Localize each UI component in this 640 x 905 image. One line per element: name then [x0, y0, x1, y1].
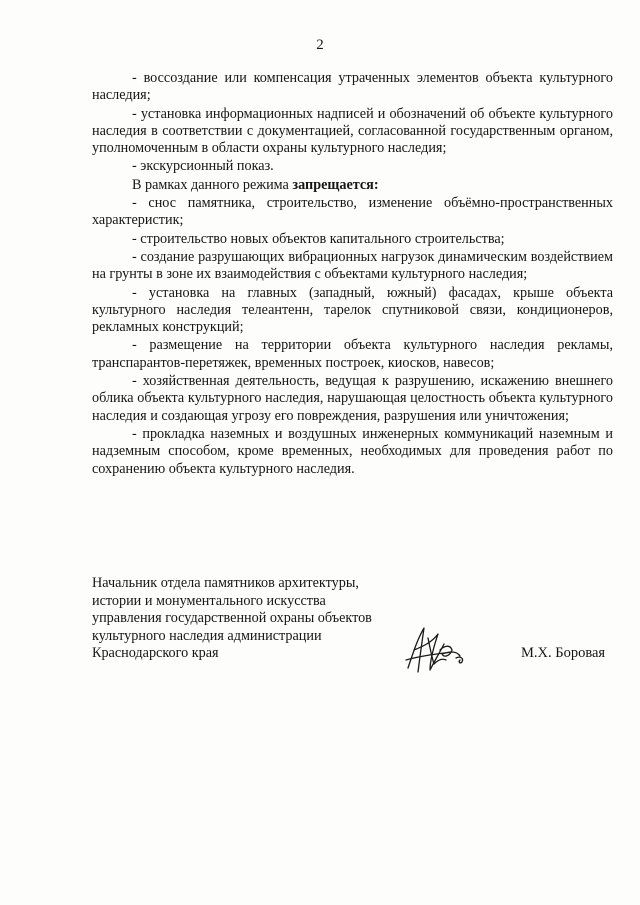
- page-number: 2: [316, 37, 324, 53]
- permitted-item: - установка информационных надписей и обозначений об объекте культурного наследия в соответствии с документацией, согласованной государственным органом, уполномоченным в области охраны культурного наследия;: [92, 105, 613, 157]
- permitted-item: - экскурсионный показ.: [132, 158, 274, 175]
- regime-heading: [92, 177, 613, 194]
- prohibited-item: - снос памятника, строительство, изменение объёмно-пространственных характеристик;: [92, 195, 613, 229]
- signatory-title-line: Начальник отдела памятников архитектуры,: [92, 575, 359, 591]
- document-body: [92, 70, 613, 478]
- prohibited-item: - хозяйственная деятельность, ведущая к разрушению, искажению внешнего облика объекта культурного наследия, нарушающая целостность объекта культурного наследия и создающая угрозу его повреждения, разрушения или уничтожения;: [92, 373, 613, 424]
- prohibited-item: - строительство новых объектов капитального строительства;: [132, 230, 505, 247]
- signatory-title-line: культурного наследия администрации: [92, 627, 322, 644]
- handwritten-signature: [400, 620, 480, 680]
- signatory-title-line: управления государственной охраны объектов: [92, 610, 372, 626]
- signatory-title-line: истории и монументального искусства: [92, 592, 326, 609]
- signatory-title: [92, 575, 412, 663]
- prohibited-item: - прокладка наземных и воздушных инженерных коммуникаций наземным и надземным способом, кроме временных, необходимых для проведения работ по сохранению объекта культурного наследия.: [92, 425, 613, 477]
- permitted-item: - воссоздание или компенсация утраченных элементов объекта культурного наследия;: [92, 70, 613, 104]
- prohibited-item: - установка на главных (западный, южный) фасадах, крыше объекта культурного наследия телеантенн, тарелок спутниковой связи, кондиционеров, рекламных конструкций;: [92, 284, 613, 336]
- signatory-title-line: Краснодарского края: [92, 645, 219, 661]
- signer-name: М.Х. Боровая: [521, 645, 606, 661]
- prohibited-item: - размещение на территории объекта культурного наследия рекламы, транспарантов-перетяжек, временных построек, киосков, навесов;: [92, 337, 613, 371]
- regime-intro: В рамках данного режима: [132, 176, 289, 193]
- prohibited-item: - создание разрушающих вибрационных нагрузок динамическим воздействием на грунты в зоне их взаимодействия с объектами культурного наследия;: [92, 248, 613, 283]
- regime-prohibited: запрещается:: [292, 176, 379, 193]
